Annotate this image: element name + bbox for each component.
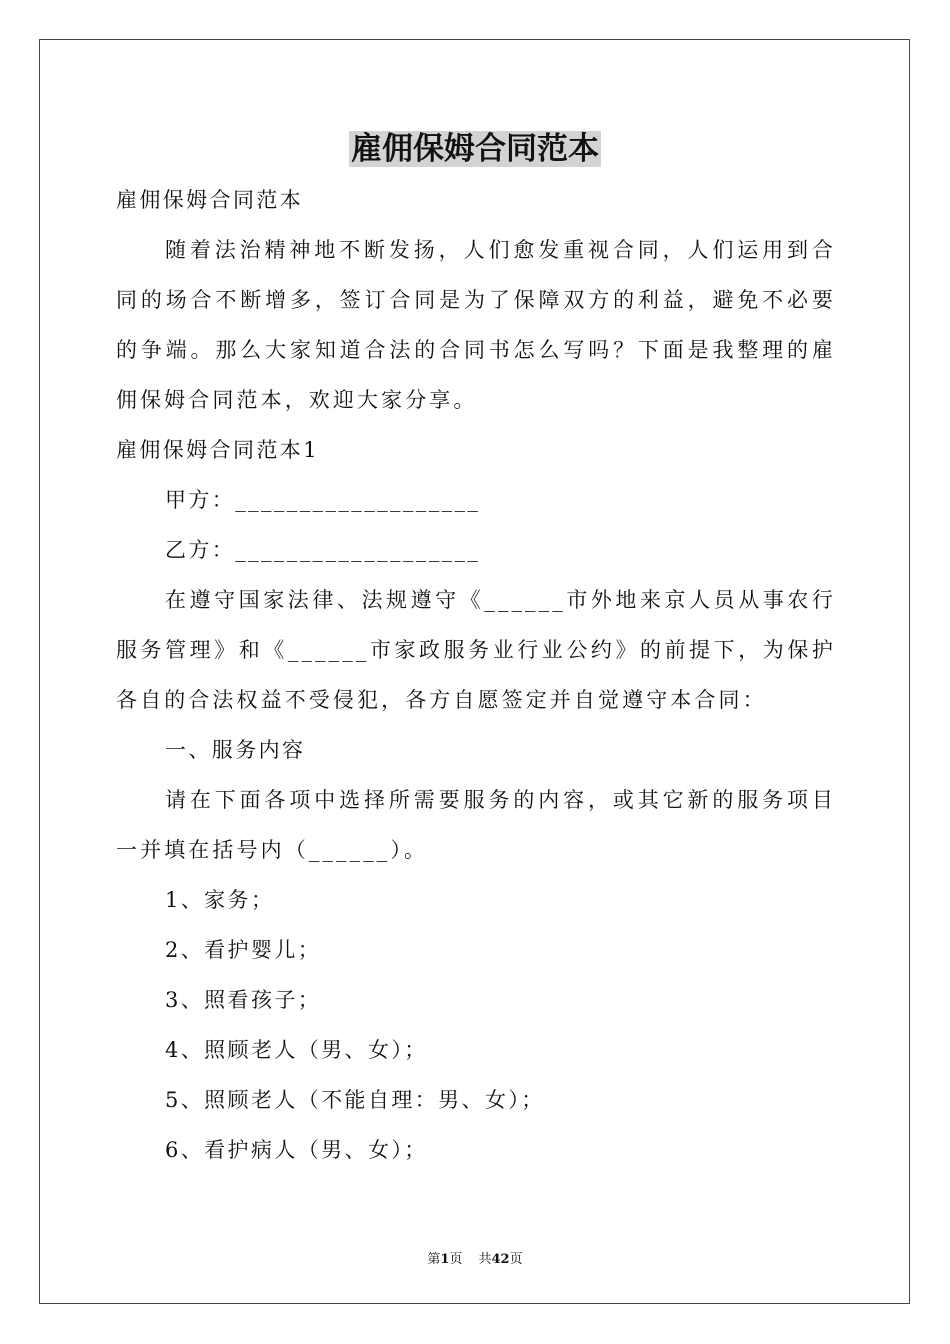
list-item: 4、照顾老人（男、女）； [165,1038,428,1062]
party-b-line: 乙方：___________________ [165,538,481,562]
preamble-paragraph: 在遵守国家法律、法规遵守《______市外地来京人员从事农行服务管理》和《______市家政服务业行业公约》的前提下，为保护各自的合法权益不受侵犯，各方自愿签定并自觉遵守本合同： [116,588,836,712]
list-item: 1、家务； [165,888,275,912]
section-heading: 雇佣保姆合同范本1 [116,438,319,462]
page-footer [0,1248,950,1267]
total-prefix: 共 [478,1252,492,1267]
document-title-text: 雇佣保姆合同范本 [351,131,599,167]
document-body [116,175,836,1175]
page-number: 1 [440,1252,450,1267]
intro-paragraph: 随着法治精神地不断发扬，人们愈发重视合同，人们运用到合同的场合不断增多，签订合同是为了保障双方的利益，避免不必要的争端。那么大家知道合法的合同书怎么写吗？下面是我整理的雇佣保姆合同范本，欢迎大家分享。 [116,238,836,412]
list-item: 5、照顾老人（不能自理：男、女）； [165,1088,545,1112]
page-suffix: 页 [449,1252,463,1267]
page-prefix: 第 [427,1252,441,1267]
service-heading: 一、服务内容 [165,738,306,762]
list-item: 2、看护婴儿； [165,938,322,962]
service-instruction: 请在下面各项中选择所需要服务的内容，或其它新的服务项目一并填在括号内（______）。 [116,788,836,862]
document-title [0,126,950,172]
document-subtitle: 雇佣保姆合同范本 [116,188,304,212]
list-item: 6、看护病人（男、女）； [165,1138,428,1162]
list-item: 3、照看孩子； [165,988,322,1012]
total-suffix: 页 [509,1252,523,1267]
total-pages: 42 [491,1252,510,1267]
party-a-line: 甲方：___________________ [165,488,481,512]
